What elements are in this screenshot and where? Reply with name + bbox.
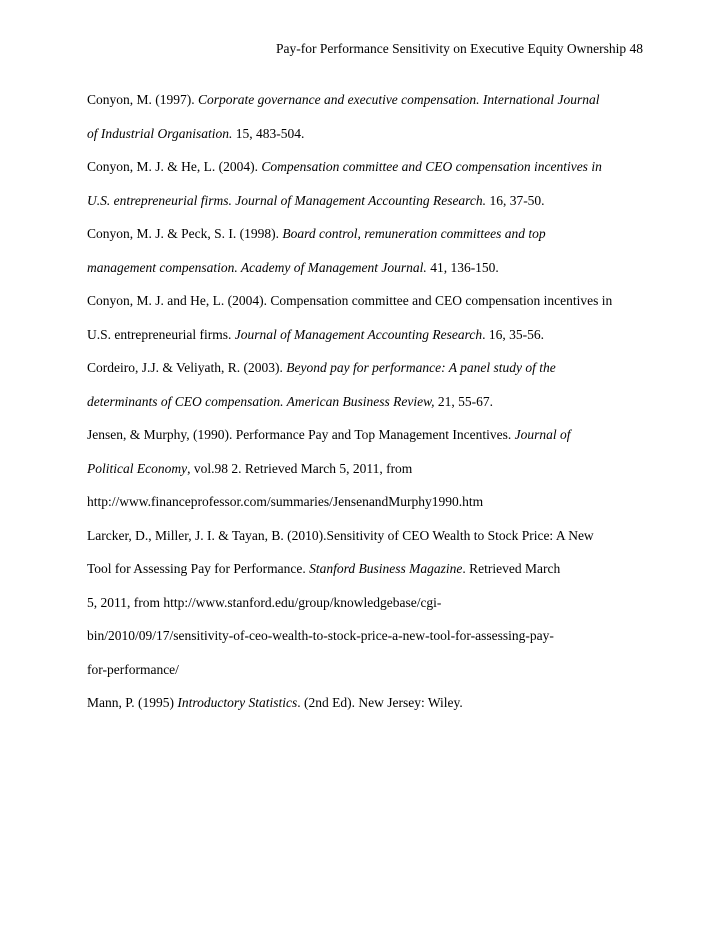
- reference-line: [87, 217, 647, 251]
- reference-italic-text: Journal of Management Accounting Research: [234, 326, 483, 342]
- reference-entry: [87, 686, 647, 720]
- reference-text: Conyon, M. J. & Peck, S. I. (1998).: [87, 226, 283, 241]
- reference-text: Conyon, M. J. & He, L. (2004).: [87, 159, 262, 174]
- reference-italic-text: Board control, remuneration committees and top: [282, 226, 546, 241]
- reference-line: [87, 251, 647, 285]
- reference-italic-text: management compensation. Academy of Management Journal.: [87, 259, 427, 275]
- reference-italic-text: determinants of CEO compensation. American Business Review,: [87, 393, 435, 409]
- reference-text: 41, 136-150.: [426, 259, 499, 275]
- reference-text: 5, 2011, from http://www.stanford.edu/group/knowledgebase/cgi-: [87, 594, 442, 610]
- reference-italic-text: of Industrial Organisation.: [87, 125, 233, 141]
- reference-line: [87, 586, 647, 620]
- reference-list: [87, 83, 647, 720]
- reference-text: , vol.98 2. Retrieved March 5, 2011, from: [187, 460, 413, 476]
- reference-entry: [87, 418, 647, 519]
- reference-text: bin/2010/09/17/sensitivity-of-ceo-wealth-to-stock-price-a-new-tool-for-assessing-pay-: [87, 628, 554, 643]
- reference-line: [87, 485, 647, 519]
- reference-italic-text: Stanford Business Magazine: [309, 561, 463, 576]
- reference-italic-text: Corporate governance and executive compensation. International Journal: [198, 92, 600, 107]
- reference-entry: [87, 150, 647, 217]
- reference-line: [87, 418, 647, 452]
- reference-text: . (2nd Ed). New Jersey: Wiley.: [297, 695, 463, 710]
- reference-line: [87, 686, 647, 720]
- reference-text: for-performance/: [87, 661, 179, 677]
- reference-line: [87, 83, 647, 117]
- reference-text: . Retrieved March: [462, 561, 561, 576]
- reference-text: Conyon, M. (1997).: [87, 92, 198, 107]
- reference-text: 21, 55-67.: [434, 393, 493, 409]
- reference-entry: [87, 217, 647, 284]
- reference-text: Cordeiro, J.J. & Veliyath, R. (2003).: [87, 360, 287, 375]
- reference-italic-text: Introductory Statistics: [177, 695, 298, 710]
- reference-text: http://www.financeprofessor.com/summaries/JensenandMurphy1990.htm: [87, 494, 484, 509]
- reference-text: U.S. entrepreneurial firms.: [87, 326, 235, 342]
- reference-text: 16, 37-50.: [486, 192, 545, 208]
- running-head: Pay-for Performance Sensitivity on Executive Equity Ownership 48: [275, 41, 643, 56]
- reference-line: [87, 284, 647, 318]
- reference-italic-text: Journal of: [514, 427, 571, 442]
- reference-line: [87, 385, 647, 419]
- reference-entry: [87, 519, 647, 687]
- reference-line: [87, 150, 647, 184]
- reference-text: Jensen, & Murphy, (1990). Performance Pay and Top Management Incentives.: [87, 427, 515, 442]
- reference-entry: [87, 284, 647, 351]
- reference-text: 15, 483-504.: [232, 125, 305, 141]
- reference-line: [87, 519, 647, 553]
- reference-entry: [87, 83, 647, 150]
- reference-italic-text: U.S. entrepreneurial firms. Journal of Management Accounting Research.: [87, 192, 487, 208]
- reference-text: Tool for Assessing Pay for Performance.: [87, 561, 310, 576]
- reference-italic-text: Beyond pay for performance: A panel study of the: [286, 360, 556, 375]
- reference-line: [87, 552, 647, 586]
- reference-line: [87, 653, 647, 687]
- reference-entry: [87, 351, 647, 418]
- reference-line: [87, 184, 647, 218]
- reference-line: [87, 318, 647, 352]
- reference-text: Conyon, M. J. and He, L. (2004). Compensation committee and CEO compensation incentives in: [87, 293, 613, 308]
- reference-line: [87, 619, 647, 653]
- reference-italic-text: Political Economy: [87, 460, 188, 476]
- reference-italic-text: Compensation committee and CEO compensation incentives in: [261, 159, 602, 174]
- reference-text: Mann, P. (1995): [87, 695, 178, 710]
- reference-text: Larcker, D., Miller, J. I. & Tayan, B. (2010).Sensitivity of CEO Wealth to Stock Price: A New: [87, 527, 594, 543]
- reference-text: . 16, 35-56.: [482, 326, 545, 342]
- reference-line: [87, 452, 647, 486]
- reference-line: [87, 117, 647, 151]
- reference-line: [87, 351, 647, 385]
